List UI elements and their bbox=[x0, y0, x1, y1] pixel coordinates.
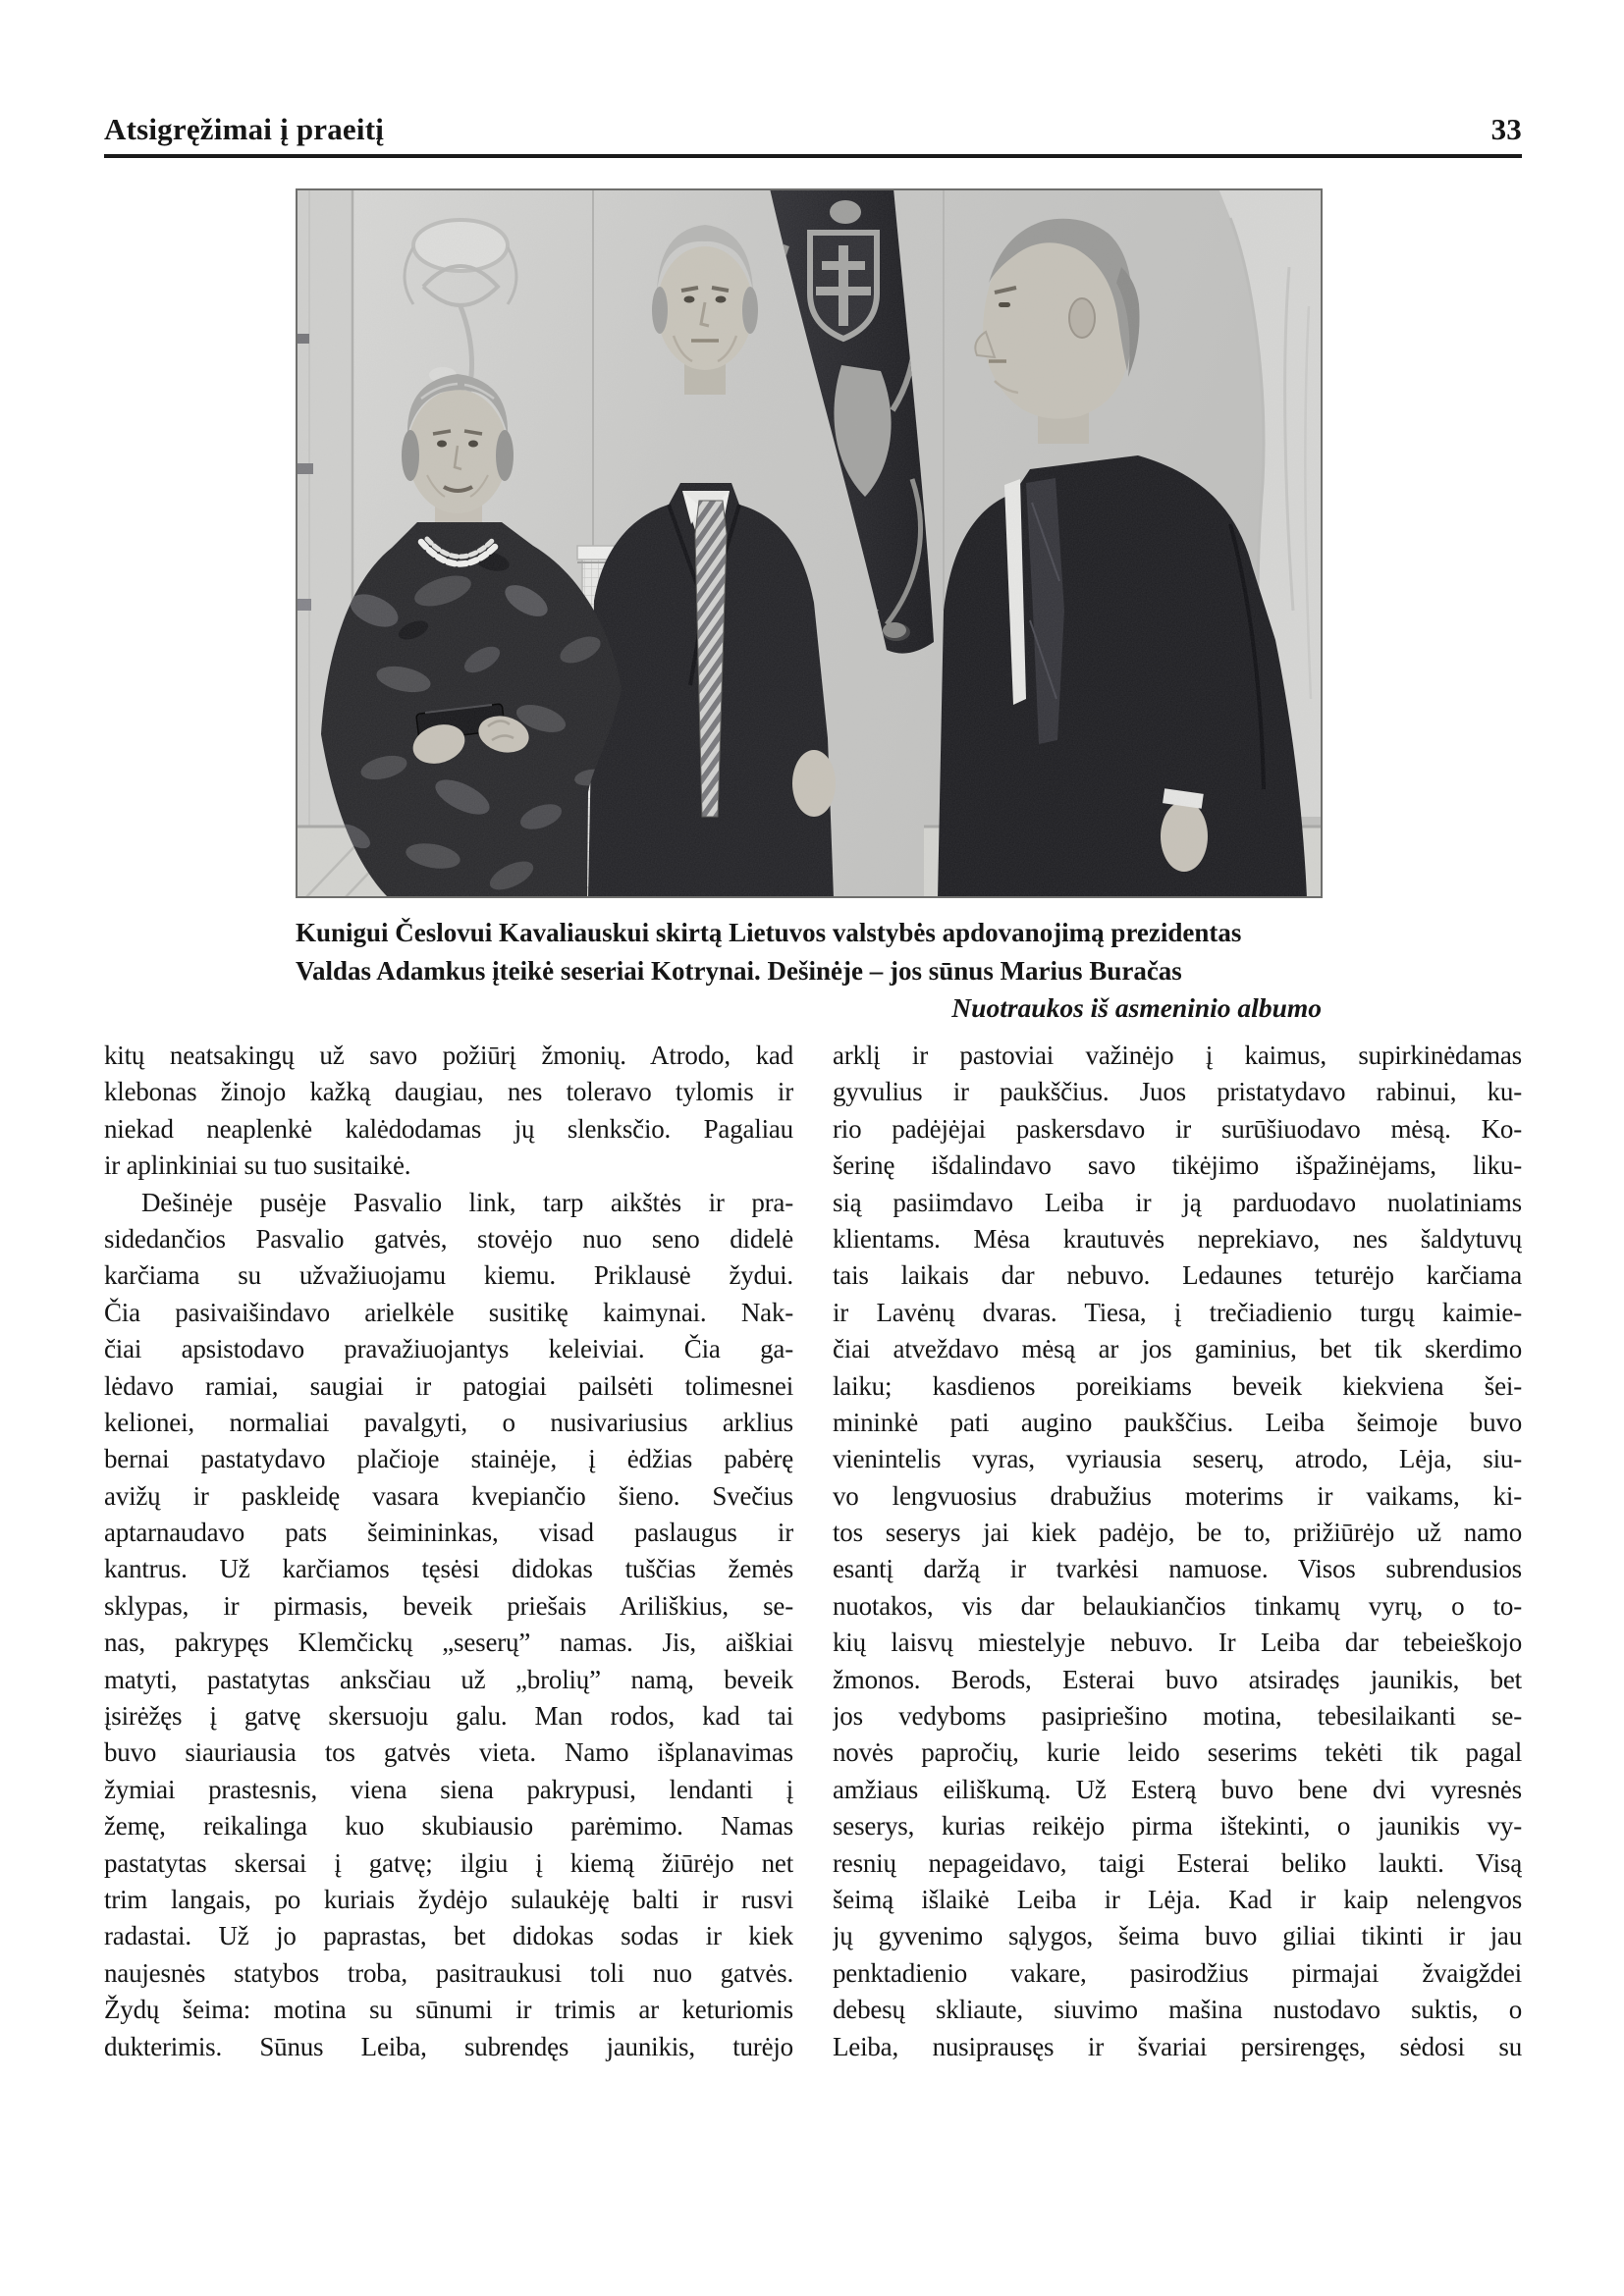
text-line: kantrus. Už karčiamos tęsėsi didokas tuščias žemės bbox=[104, 1554, 793, 1584]
text-line: Čia pasivaišindavo arielkėle susitikę kaimynai. Nak- bbox=[104, 1297, 793, 1327]
text-line: įsirėžęs į gatvę skersuoju galu. Man rodos, kad tai bbox=[104, 1701, 793, 1732]
text-line: jų gyvenimo sąlygos, šeima buvo giliai tikinti ir jau bbox=[833, 1921, 1522, 1951]
text-line: buvo siauriausia tos gatvės vieta. Namo išplanavimas bbox=[104, 1737, 793, 1768]
text-line: ir aplinkiniai su tuo susitaikė. bbox=[104, 1150, 411, 1181]
text-line: dukterimis. Sūnus Leiba, subrendęs jaunikis, turėjo bbox=[104, 2031, 793, 2061]
text-line: šerinę išdalindavo savo tikėjimo išpažinėjams, liku- bbox=[833, 1150, 1522, 1181]
text-line: niekad neaplenkė kalėdodamas jų slenksčio. Pagaliau bbox=[104, 1113, 793, 1144]
text-line: seserys, kurias reikėjo pirma ištekinti, o jaunikis vy- bbox=[833, 1811, 1522, 1842]
text-line: kių laisvų miestelyje nebuvo. Ir Leiba dar tebeieškojo bbox=[833, 1628, 1522, 1658]
text-line: kitų neatsakingų už savo požiūrį žmonių. Atrodo, kad bbox=[104, 1041, 793, 1070]
text-line: penktadienio vakare, pasirodžius pirmajai žvaigždei bbox=[833, 1957, 1522, 1988]
running-header bbox=[104, 112, 1522, 147]
text-line: sidedančios Pasvalio gatvės, stovėjo nuo seno didelė bbox=[104, 1223, 793, 1254]
text-line: vo lengvuosius drabužius moterims ir vaikams, ki- bbox=[833, 1480, 1522, 1511]
text-line: Dešinėje pusėje Pasvalio link, tarp aikštės ir pra- bbox=[141, 1187, 793, 1217]
text-line: debesų skliaute, siuvimo mašina nustodavo suktis, o bbox=[833, 1995, 1522, 2025]
text-line: karčiama su užvažiuojamu kiemu. Priklausė žydui. bbox=[104, 1260, 793, 1291]
page-number: 33 bbox=[1490, 112, 1522, 146]
text-line: nuotakos, vis dar belaukiančios tinkamų vyrų, o to- bbox=[833, 1590, 1522, 1621]
text-line: šeimą išlaikė Leiba ir Lėja. Kad ir kaip nelengvos bbox=[833, 1884, 1522, 1914]
left-column bbox=[104, 1038, 793, 2065]
photo-figure bbox=[296, 188, 1323, 898]
photo-grain bbox=[296, 188, 1323, 898]
text-line: nas, pakrypęs Klemčickų „seserų” namas. Jis, aiškiai bbox=[104, 1628, 793, 1658]
caption-line: Kunigui Česlovui Kavaliauskui skirtą Lietuvos valstybės apdovanojimą prezidentas bbox=[296, 918, 1242, 947]
text-line: mininkė pati augino paukščius. Leiba šeimoje buvo bbox=[833, 1407, 1522, 1437]
text-line: resnių nepageidavo, taigi Esterai beliko laukti. Visą bbox=[833, 1847, 1522, 1878]
text-line: naujesnės statybos troba, pasitraukusi toli nuo gatvės. bbox=[104, 1957, 793, 1988]
award-ceremony-photo bbox=[296, 188, 1323, 898]
text-line: žmonos. Berods, Esterai buvo atsiradęs jaunikis, bet bbox=[833, 1664, 1522, 1694]
text-line: aptarnaudavo pats šeimininkas, visad paslaugus ir bbox=[104, 1518, 793, 1548]
caption-line: Valdas Adamkus įteikė seseriai Kotrynai. Dešinėje – jos sūnus Marius Buračas bbox=[296, 955, 1182, 986]
text-line: Leiba, nusiprausęs ir švariai persirengęs, sėdosi su bbox=[833, 2031, 1522, 2061]
text-line: ir Lavėnų dvaras. Tiesa, į trečiadienio turgų kaimie- bbox=[833, 1297, 1522, 1327]
text-line: čiai atveždavo mėsą ar jos gaminius, bet tik skerdimo bbox=[833, 1334, 1522, 1364]
text-line: pastatytas skersai į gatvę; ilgiu į kiemą žiūrėjo net bbox=[104, 1847, 793, 1878]
text-line: arklį ir pastoviai važinėjo į kaimus, supirkinėdamas bbox=[833, 1041, 1522, 1070]
text-line: gyvulius ir paukščius. Juos pristatydavo rabinui, ku- bbox=[833, 1077, 1522, 1107]
text-line: lėdavo ramiai, saugiai ir patogiai pailsėti tolimesnei bbox=[104, 1370, 793, 1401]
photo-caption bbox=[296, 914, 1322, 1028]
text-line: sią pasiimdavo Leiba ir ją parduodavo nuolatiniams bbox=[833, 1187, 1522, 1217]
text-line: novės papročių, kurie leido seserims tekėti tik pagal bbox=[833, 1737, 1522, 1768]
text-line: avižų ir paskleidę vasara kvepiančio šieno. Svečius bbox=[104, 1480, 793, 1511]
text-line: klientams. Mėsa krautuvės neprekiavo, nes šaldytuvų bbox=[833, 1223, 1522, 1254]
text-line: radastai. Už jo paprastas, bet didokas sodas ir kiek bbox=[104, 1921, 793, 1951]
text-line: amžiaus eiliškumą. Už Esterą buvo bene dvi vyresnės bbox=[833, 1774, 1522, 1804]
text-line: sklypas, ir pirmasis, beveik priešais Ariliškius, se- bbox=[104, 1590, 793, 1621]
text-line: rio padėjėjai paskersdavo ir surūšiuodavo mėsą. Ko- bbox=[833, 1113, 1522, 1144]
text-line: Žydų šeima: motina su sūnumi ir trimis ar keturiomis bbox=[104, 1995, 793, 2025]
header-rule bbox=[104, 154, 1522, 158]
text-line: laiku; kasdienos poreikiams beveik kiekviena šei- bbox=[833, 1370, 1522, 1401]
text-line: tais laikais dar nebuvo. Ledaunes teturėjo karčiama bbox=[833, 1260, 1522, 1291]
running-title: Atsigręžimai į praeitį bbox=[104, 112, 385, 146]
text-line: trim langais, po kuriais žydėjo sulaukėję balti ir rusvi bbox=[104, 1884, 793, 1914]
text-line: žemę, reikalinga kuo skubiausio parėmimo. Namas bbox=[104, 1811, 793, 1842]
right-column bbox=[833, 1038, 1522, 2065]
text-line: klebonas žinojo kažką daugiau, nes toleravo tylomis ir bbox=[104, 1077, 793, 1107]
text-line: tos seserys jai kiek padėjo, be to, prižiūrėjo už namo bbox=[833, 1518, 1522, 1548]
text-line: jos vedyboms pasipriešino motina, tebesilaikanti se- bbox=[833, 1701, 1522, 1732]
text-line: esantį daržą ir tvarkėsi namuose. Visos subrendusios bbox=[833, 1554, 1522, 1584]
text-line: žymiai prastesnis, viena siena pakrypusi, lendanti į bbox=[104, 1774, 793, 1804]
text-line: bernai pastatydavo plačioje stainėje, į ėdžias pabėrę bbox=[104, 1444, 793, 1474]
text-line: kelionei, normaliai pavalgyti, o nusivariusius arklius bbox=[104, 1407, 793, 1437]
photo-credit: Nuotraukos iš asmeninio albumo bbox=[951, 992, 1322, 1023]
text-line: matyti, pastatytas anksčiau už „brolių” namą, beveik bbox=[104, 1664, 793, 1694]
text-line: čiai apsistodavo pravažiuojantys keleiviai. Čia ga- bbox=[104, 1334, 793, 1364]
text-line: vienintelis vyras, vyriausia seserų, atrodo, Lėja, siu- bbox=[833, 1444, 1522, 1474]
